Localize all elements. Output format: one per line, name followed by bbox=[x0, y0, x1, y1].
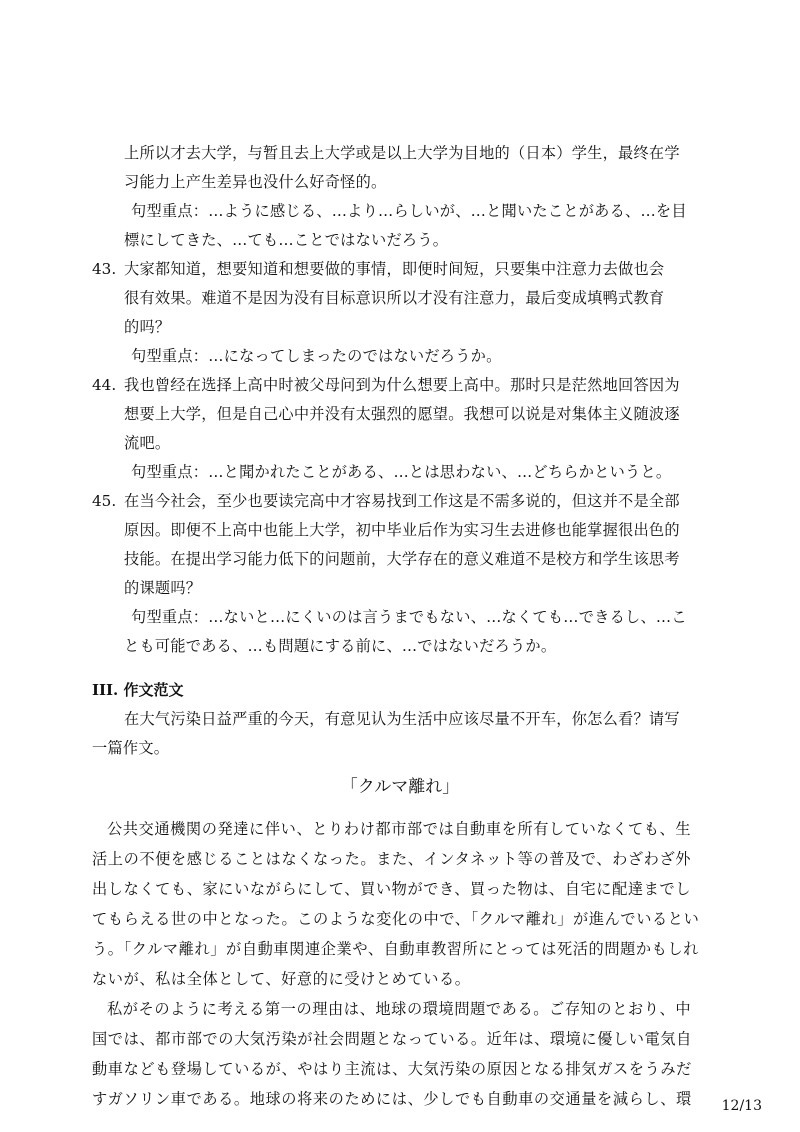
carryover-pattern-line-2: 標にしてきた、…ても…ことではないだろう。 bbox=[124, 231, 449, 249]
essay-line: 動車なども登場しているが、やはり主流は、大気汚染の原因となる排気ガスをうみだ bbox=[92, 1060, 692, 1078]
carryover-line-1: 上所以才去大学，与暂且去上大学或是以上大学为目地的（日本）学生，最终在学 bbox=[124, 144, 680, 162]
item-number: 45. bbox=[92, 492, 117, 510]
essay-line: 活上の不便を感じることはなくなった。また、インタネット等の普及で、わざわざ外 bbox=[92, 850, 692, 868]
essay-title: 「クルマ離れ」 bbox=[340, 777, 460, 797]
item-43-line-2: 很有效果。难道不是因为没有目标意识所以才没有注意力，最后变成填鸭式教育 bbox=[124, 289, 665, 307]
item-45-line-2: 原因。即便不上高中也能上大学，初中毕业后作为实习生去进修也能掌握很出色的 bbox=[124, 521, 680, 539]
essay-line: ないが、私は全体として、好意的に受けとめている。 bbox=[92, 970, 471, 988]
item-44-line-3: 流吧。 bbox=[124, 434, 171, 452]
item-43-line-3: 的吗？ bbox=[124, 318, 171, 336]
item-45-line-4: 的课题吗？ bbox=[124, 579, 202, 597]
essay-line: 出しなくても、家にいながらにして、買い物ができ、買った物は、自宅に配達までし bbox=[92, 880, 692, 898]
item-43-pattern: 句型重点：…になってしまったのではないだろうか。 bbox=[131, 347, 502, 365]
item-45-line-3: 技能。在提出学习能力低下的问题前，大学存在的意义难道不是校方和学生该思考 bbox=[124, 550, 680, 568]
item-43-line-1: 大家都知道，想要知道和想要做的事情，即便时间短，只要集中注意力去做也会 bbox=[124, 260, 665, 278]
essay-line: 公共交通機関の発達に伴い、とりわけ都市部では自動車を所有していなくても、生 bbox=[107, 820, 692, 838]
section-prompt-line-2: 一篇作文。 bbox=[92, 739, 170, 757]
item-45-line-1: 在当今社会，至少也要读完高中才容易找到工作这是不需多说的，但这并不是全部 bbox=[124, 492, 680, 510]
item-45-pattern-line-2: とも可能である、…も問題にする前に、…ではないだろうか。 bbox=[124, 637, 557, 655]
section-heading: III. 作文范文 bbox=[92, 681, 184, 699]
item-44-line-2: 想要上大学，但是自己心中并没有太强烈的愿望。我想可以说是对集体主义随波逐 bbox=[124, 405, 680, 423]
item-number: 43. bbox=[92, 260, 117, 278]
essay-line: てもらえる世の中となった。このような変化の中で、「クルマ離れ」が進んでいるとい bbox=[92, 910, 700, 928]
item-44-line-1: 我也曾经在选择上高中时被父母问到为什么想要上高中。那时只是茫然地回答因为 bbox=[124, 376, 680, 394]
page-number: 12/13 bbox=[721, 1098, 762, 1114]
section-prompt-line-1: 在大气污染日益严重的今天，有意见认为生活中应该尽量不开车，你怎么看？请写 bbox=[124, 710, 680, 728]
item-44-pattern: 句型重点：…と聞かれたことがある、…とは思わない、…どちらかというと。 bbox=[131, 463, 672, 481]
essay-line: すガソリン車である。地球の将来のためには、少しでも自動車の交通量を減らし、環 bbox=[92, 1090, 692, 1108]
essay-line: 私がそのように考える第一の理由は、地球の環境問題である。ご存知のとおり、中 bbox=[107, 1000, 692, 1018]
item-number: 44. bbox=[92, 376, 117, 394]
carryover-pattern-line-1: 句型重点：…ように感じる、…より…らしいが、…と聞いたことがある、…を目 bbox=[131, 202, 687, 220]
essay-line: 国では、都市部での大気汚染が社会問題となっている。近年は、環境に優しい電気自 bbox=[92, 1030, 692, 1048]
item-45-pattern-line-1: 句型重点：…ないと…にくいのは言うまでもない、…なくても…できるし、…こ bbox=[131, 608, 687, 626]
essay-line: う。「クルマ離れ」が自動車関連企業や、自動車教習所にとっては死活的問題かもしれ bbox=[92, 940, 700, 958]
carryover-line-2: 习能力上产生差异也没什么好奇怪的。 bbox=[124, 173, 387, 191]
